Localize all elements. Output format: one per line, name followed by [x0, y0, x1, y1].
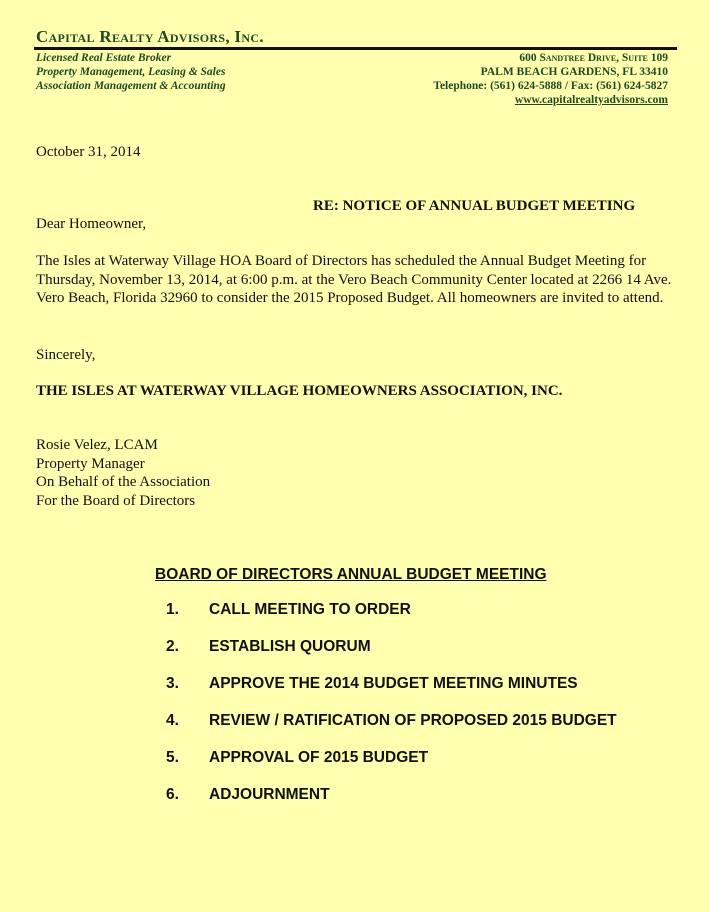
- agenda-list: [166, 601, 617, 823]
- agenda-item-number: 6.: [166, 786, 179, 803]
- agenda-item-text: ADJOURNMENT: [209, 786, 330, 803]
- signature-block: [36, 436, 210, 510]
- salutation: Dear Homeowner,: [36, 216, 147, 232]
- agenda-item-number: 5.: [166, 749, 179, 766]
- re-line: RE: NOTICE OF ANNUAL BUDGET MEETING: [313, 198, 636, 214]
- agenda-item-number: 1.: [166, 601, 179, 618]
- signer-role: On Behalf of the Association: [36, 474, 211, 490]
- closing: Sincerely,: [36, 347, 96, 363]
- company-name: Capital Realty Advisors, Inc.: [36, 27, 264, 46]
- agenda-item: [166, 786, 617, 823]
- agenda-item-number: 3.: [166, 675, 179, 692]
- signer-name: Rosie Velez, LCAM: [36, 437, 158, 453]
- service-line: Association Management & Accounting: [36, 80, 226, 92]
- phone-fax-line: Telephone: (561) 624-5888 / Fax: (561) 624-5827: [433, 80, 668, 92]
- address-line-2: PALM BEACH GARDENS, FL 33410: [480, 66, 668, 78]
- service-line: Property Management, Leasing & Sales: [36, 66, 226, 78]
- agenda-item-text: CALL MEETING TO ORDER: [209, 601, 411, 618]
- signer-title: Property Manager: [36, 455, 145, 472]
- agenda-item-text: REVIEW / RATIFICATION OF PROPOSED 2015 BUDGET: [209, 712, 617, 729]
- company-contact: [433, 51, 668, 107]
- company-services: [36, 51, 226, 93]
- letterhead-divider: [34, 47, 677, 50]
- website-link[interactable]: www.capitalrealtyadvisors.com: [514, 94, 668, 106]
- agenda-item-text: APPROVAL OF 2015 BUDGET: [209, 749, 429, 766]
- agenda-item-text: ESTABLISH QUORUM: [209, 638, 371, 655]
- agenda-item: [166, 749, 617, 786]
- association-name: THE ISLES AT WATERWAY VILLAGE HOMEOWNERS ASSOCIATION, INC.: [36, 383, 563, 399]
- agenda-item-number: 4.: [166, 712, 179, 729]
- agenda-item: [166, 712, 617, 749]
- agenda-title: BOARD OF DIRECTORS ANNUAL BUDGET MEETING: [155, 566, 547, 583]
- letter-date: October 31, 2014: [36, 144, 141, 160]
- signer-board: For the Board of Directors: [36, 492, 196, 509]
- service-line: Licensed Real Estate Broker: [36, 52, 172, 64]
- agenda-item: [166, 601, 617, 638]
- body-paragraph: The Isles at Waterway Village HOA Board of Directors has scheduled the Annual Budget Meeting for Thursday, November 13, 2014, at 6:00 p.m. at the Vero Beach Community Center located at 2266 14 Ave. Vero Beach, Florida 32960 to consider the 2015 Proposed Budget. All homeowners are invited to attend.: [36, 253, 672, 306]
- agenda-item-text: APPROVE THE 2014 BUDGET MEETING MINUTES: [209, 675, 578, 692]
- agenda-item: [166, 638, 617, 675]
- address-line-1: 600 Sandtree Drive, Suite 109: [519, 52, 668, 64]
- agenda-item-number: 2.: [166, 638, 179, 655]
- agenda-item: [166, 675, 617, 712]
